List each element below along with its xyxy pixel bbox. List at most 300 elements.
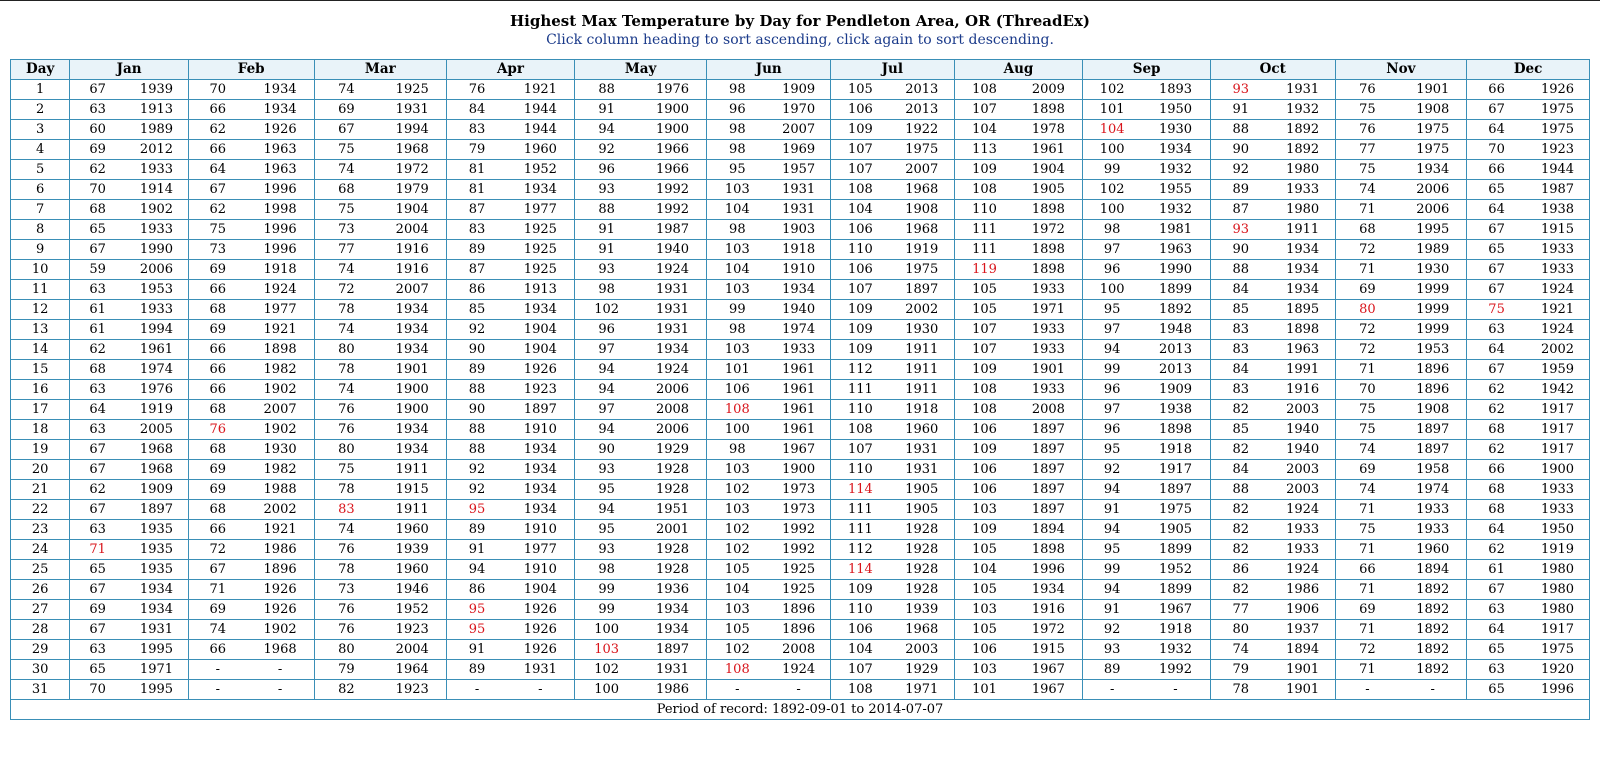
temperature-cell: 108 [831,180,890,200]
year-cell: 1953 [125,280,188,300]
year-cell: 1915 [1526,220,1590,240]
year-cell: 1977 [247,300,314,320]
temperature-cell: 86 [447,280,507,300]
year-cell: 1929 [890,660,954,680]
record-temperature-cell: 95 [447,620,507,640]
year-cell: 1924 [639,260,707,280]
temperature-cell: 74 [1335,480,1399,500]
temperature-cell: 67 [70,240,125,260]
year-cell: 1934 [507,300,574,320]
year-cell: 2006 [125,260,188,280]
year-cell: 1908 [890,200,954,220]
temperature-cell: 97 [574,340,638,360]
year-cell: 1980 [1271,160,1335,180]
day-cell: 18 [11,420,70,440]
temperature-cell: 98 [574,280,638,300]
temperature-cell: 62 [70,340,125,360]
day-cell: 23 [11,520,70,540]
temperature-cell: 67 [188,560,246,580]
temperature-cell: 98 [707,120,767,140]
column-header-feb[interactable]: Feb [188,60,314,80]
temperature-cell: 72 [1335,340,1399,360]
temperature-cell: 112 [831,540,890,560]
temperature-cell: 103 [954,500,1014,520]
table-row [11,420,1590,440]
year-cell: 1933 [1526,240,1590,260]
year-cell: 1982 [247,460,314,480]
temperature-cell: 69 [70,600,125,620]
year-cell: 1915 [1014,640,1082,660]
temperature-cell: 76 [314,540,378,560]
temperature-cell: 108 [954,380,1014,400]
year-cell: 1909 [767,80,830,100]
temperature-cell: 75 [1335,520,1399,540]
temperature-cell: - [1335,680,1399,700]
year-cell: 1933 [125,300,188,320]
record-temperature-cell: 83 [314,500,378,520]
year-cell: 1925 [507,220,574,240]
year-cell: 1994 [378,120,446,140]
year-cell: - [247,680,314,700]
day-cell: 29 [11,640,70,660]
year-cell: 1921 [247,520,314,540]
temperature-cell: 105 [954,540,1014,560]
year-cell: 1917 [1526,420,1590,440]
year-cell: 1893 [1141,80,1210,100]
temperature-cell: 107 [954,320,1014,340]
temperature-cell: 93 [574,460,638,480]
temperature-cell: 82 [314,680,378,700]
year-cell: 1992 [639,180,707,200]
year-cell: 1933 [1014,380,1082,400]
temperature-cell: 68 [188,440,246,460]
temperature-cell: 65 [70,660,125,680]
temperature-cell: - [447,680,507,700]
record-temperature-cell: 103 [574,640,638,660]
temperature-cell: 65 [70,560,125,580]
year-cell: 1952 [1141,560,1210,580]
year-cell: 1921 [1526,300,1590,320]
year-cell: 1905 [1141,520,1210,540]
year-cell: 1955 [1141,180,1210,200]
temperature-cell: 105 [954,300,1014,320]
column-header-jul[interactable]: Jul [831,60,955,80]
temperature-cell: 74 [314,260,378,280]
temperature-cell: 72 [314,280,378,300]
temperature-cell: 83 [1210,340,1270,360]
year-cell: 1900 [767,460,830,480]
column-header-oct[interactable]: Oct [1210,60,1335,80]
year-cell: 1934 [1014,580,1082,600]
year-cell: 2004 [378,220,446,240]
year-cell: 1898 [1014,200,1082,220]
year-cell: 1969 [767,140,830,160]
temperature-cell: 70 [1467,140,1526,160]
temperature-cell: 104 [707,260,767,280]
temperature-cell: 91 [1083,500,1141,520]
temperature-cell: 104 [954,560,1014,580]
year-cell: 1926 [507,620,574,640]
column-header-day[interactable]: Day [11,60,70,80]
year-cell: 1963 [1141,240,1210,260]
temperature-cell: 62 [188,200,246,220]
year-cell: 2006 [639,380,707,400]
temperature-cell: 87 [447,260,507,280]
table-row [11,120,1590,140]
year-cell: 1892 [1399,580,1466,600]
year-cell: 1934 [378,440,446,460]
year-cell: 1932 [1141,160,1210,180]
temperature-cell: 75 [314,140,378,160]
temperature-cell: 83 [1210,320,1270,340]
temperature-cell: 69 [188,320,246,340]
year-cell: 1924 [1271,560,1335,580]
year-cell: 1960 [378,520,446,540]
temperature-cell: 61 [70,320,125,340]
year-cell: 1975 [1399,120,1466,140]
year-cell: 1940 [639,240,707,260]
temperature-cell: 107 [831,440,890,460]
year-cell: 1932 [1141,200,1210,220]
record-temperature-cell: 108 [707,660,767,680]
year-cell: 1924 [1526,280,1590,300]
temperature-cell: 75 [1335,100,1399,120]
temperature-cell: 100 [1083,280,1141,300]
temperature-cell: 106 [831,260,890,280]
year-cell: 1933 [1526,260,1590,280]
temperature-cell: 96 [574,320,638,340]
temperature-cell: 96 [707,100,767,120]
year-cell: 1892 [1399,640,1466,660]
temperature-cell: 69 [188,460,246,480]
temperature-cell: 68 [1467,420,1526,440]
year-cell: 1980 [1526,600,1590,620]
year-cell: 1934 [639,600,707,620]
temperature-cell: 62 [188,120,246,140]
year-cell: 1897 [1014,480,1082,500]
year-cell: 1933 [125,220,188,240]
temperature-cell: 66 [188,640,246,660]
column-header-nov[interactable]: Nov [1335,60,1467,80]
year-cell: 1928 [639,560,707,580]
year-cell: 1933 [1271,180,1335,200]
temperature-cell: 80 [314,340,378,360]
year-cell: 1957 [767,160,830,180]
temperature-cell: 61 [1467,560,1526,580]
year-cell: 1930 [247,440,314,460]
year-cell: 1989 [125,120,188,140]
day-cell: 16 [11,380,70,400]
temperature-cell: 68 [314,180,378,200]
temperature-cell: 98 [707,220,767,240]
year-cell: 1967 [767,440,830,460]
year-cell: 1963 [1271,340,1335,360]
temperature-cell: 68 [188,400,246,420]
year-cell: 1934 [507,500,574,520]
year-cell: 1980 [1271,200,1335,220]
year-cell: 1926 [247,600,314,620]
temperature-cell: 74 [314,380,378,400]
sort-instructions: Click column heading to sort ascending, click again to sort descending. [546,32,1054,48]
temperature-cell: 99 [1083,360,1141,380]
record-temperature-cell: 76 [188,420,246,440]
year-cell: 1961 [767,360,830,380]
table-row [11,540,1590,560]
top-divider [0,0,1600,1]
temperature-cell: 110 [831,400,890,420]
table-body [11,80,1590,700]
year-cell: 1902 [247,420,314,440]
temperature-cell: 72 [1335,320,1399,340]
year-cell: 1897 [1014,460,1082,480]
temperature-cell: 69 [70,140,125,160]
temperature-cell: 90 [1210,240,1270,260]
year-cell: 1928 [639,480,707,500]
year-cell: 1928 [890,580,954,600]
temperature-cell: 66 [188,360,246,380]
year-cell: 2007 [890,160,954,180]
temperature-cell: 89 [1083,660,1141,680]
temperature-cell: 100 [1083,200,1141,220]
temperature-cell: 108 [954,80,1014,100]
year-cell: 1961 [767,400,830,420]
day-cell: 3 [11,120,70,140]
temperature-cell: 66 [1467,160,1526,180]
temperature-cell: 64 [1467,120,1526,140]
year-cell: 1901 [378,360,446,380]
column-header-aug[interactable]: Aug [954,60,1083,80]
temperature-cell: 93 [574,180,638,200]
year-cell: 1916 [1014,600,1082,620]
year-cell: 1933 [1399,500,1466,520]
year-cell: 1925 [378,80,446,100]
year-cell: 1944 [1526,160,1590,180]
temperature-cell: 101 [707,360,767,380]
temperature-cell: 104 [707,580,767,600]
year-cell: 1991 [1271,360,1335,380]
column-header-jun[interactable]: Jun [707,60,831,80]
temperature-cell: 64 [188,160,246,180]
record-temperature-cell: 108 [707,400,767,420]
year-cell: 1897 [125,500,188,520]
year-cell: 1968 [125,440,188,460]
temperature-cell: 94 [1083,520,1141,540]
year-cell: 2006 [639,420,707,440]
temperature-cell: 95 [574,480,638,500]
temperature-cell: 88 [1210,480,1270,500]
column-header-dec[interactable]: Dec [1467,60,1590,80]
year-cell: 1934 [378,420,446,440]
year-cell: 1972 [1014,620,1082,640]
temperature-cell: - [188,680,246,700]
temperature-cell: 89 [1210,180,1270,200]
year-cell: 1908 [1399,400,1466,420]
year-cell: 1934 [767,280,830,300]
year-cell: 2001 [639,520,707,540]
year-cell: 1904 [378,200,446,220]
year-cell: 1930 [1399,260,1466,280]
table-row [11,500,1590,520]
year-cell: 1939 [378,540,446,560]
year-cell: 1946 [378,580,446,600]
temperature-cell: 60 [70,120,125,140]
year-cell: 1977 [507,200,574,220]
record-temperature-cell: 80 [1335,300,1399,320]
year-cell: 1911 [890,340,954,360]
year-cell: - [767,680,830,700]
day-cell: 8 [11,220,70,240]
year-cell: 1892 [1399,600,1466,620]
year-cell: 1922 [890,120,954,140]
year-cell: 1973 [767,480,830,500]
temperature-cell: 102 [707,640,767,660]
year-cell: 1897 [507,400,574,420]
temperature-cell: 103 [707,600,767,620]
year-cell: 1925 [507,260,574,280]
year-cell: 1933 [767,340,830,360]
table-row [11,220,1590,240]
year-cell: 1952 [378,600,446,620]
year-cell: 1960 [507,140,574,160]
year-cell: 1900 [639,100,707,120]
temperature-cell: 71 [1335,500,1399,520]
temperature-cell: 105 [707,560,767,580]
temperature-cell: 92 [447,480,507,500]
temperature-cell: 89 [447,360,507,380]
temperature-cell: 98 [1083,220,1141,240]
temperature-cell: 74 [1335,440,1399,460]
year-cell: 2004 [378,640,446,660]
year-cell: 1934 [125,580,188,600]
temperature-cell: 99 [574,600,638,620]
year-cell: 1934 [507,180,574,200]
temperature-cell: 96 [1083,260,1141,280]
temperature-cell: 65 [1467,680,1526,700]
temperature-cell: 98 [707,440,767,460]
temperature-cell: 94 [574,500,638,520]
temperature-cell: 65 [70,220,125,240]
year-cell: 1933 [125,160,188,180]
table-row [11,340,1590,360]
year-cell: 1931 [639,660,707,680]
column-header-sep[interactable]: Sep [1083,60,1211,80]
temperature-cell: 91 [1083,600,1141,620]
temperature-cell: 91 [574,220,638,240]
temperature-cell: 70 [1335,380,1399,400]
temperature-cell: 73 [314,580,378,600]
temperature-cell: 108 [831,680,890,700]
year-cell: 1910 [507,420,574,440]
temperature-cell: 99 [1083,560,1141,580]
year-cell: 1940 [1271,440,1335,460]
year-cell: 1900 [378,380,446,400]
temperature-cell: - [188,660,246,680]
year-cell: 1989 [1399,240,1466,260]
record-temperature-cell: 95 [447,600,507,620]
temperature-cell: 97 [1083,320,1141,340]
temperature-cell: 79 [1210,660,1270,680]
temperature-cell: 105 [707,620,767,640]
temperature-cell: 102 [707,480,767,500]
year-cell: 1963 [247,160,314,180]
temperature-cell: 76 [314,420,378,440]
column-header-apr[interactable]: Apr [447,60,575,80]
year-cell: 1902 [247,620,314,640]
temperature-cell: 97 [1083,240,1141,260]
year-cell: 1971 [1014,300,1082,320]
year-cell: 1918 [1141,620,1210,640]
year-cell: 1901 [1271,660,1335,680]
year-cell: 1934 [1271,280,1335,300]
table-row [11,280,1590,300]
year-cell: 1923 [378,680,446,700]
temperature-cell: 69 [188,260,246,280]
temperature-cell: 98 [707,140,767,160]
year-cell: 1926 [507,360,574,380]
table-row [11,440,1590,460]
temperature-cell: 110 [831,240,890,260]
column-header-jan[interactable]: Jan [70,60,189,80]
year-cell: 1926 [247,580,314,600]
record-temperature-cell: 93 [1210,220,1270,240]
column-header-mar[interactable]: Mar [314,60,447,80]
year-cell: 2003 [1271,460,1335,480]
temperature-cell: 88 [447,440,507,460]
temperature-cell: 92 [1083,620,1141,640]
year-cell: 1971 [890,680,954,700]
day-cell: 20 [11,460,70,480]
year-cell: 2012 [125,140,188,160]
year-cell: 1931 [1271,80,1335,100]
year-cell: 2013 [1141,360,1210,380]
temperature-cell: 71 [188,580,246,600]
temperature-cell: 106 [954,460,1014,480]
temperature-cell: 94 [447,560,507,580]
day-cell: 30 [11,660,70,680]
year-cell: 1935 [125,520,188,540]
temperature-cell: 71 [1335,200,1399,220]
year-cell: 1911 [378,500,446,520]
year-cell: 1933 [1271,520,1335,540]
year-cell: 1924 [1271,500,1335,520]
temperature-cell: 69 [1335,600,1399,620]
temperature-cell: 86 [447,580,507,600]
temperature-cell: 104 [831,640,890,660]
day-cell: 27 [11,600,70,620]
temperature-cell: 110 [954,200,1014,220]
day-cell: 4 [11,140,70,160]
year-cell: 1892 [1399,620,1466,640]
year-cell: 1898 [1271,320,1335,340]
temperature-cell: 96 [1083,420,1141,440]
temperature-cell: 92 [1210,160,1270,180]
temperature-cell: 68 [188,500,246,520]
table-row [11,360,1590,380]
temperature-cell: 111 [954,220,1014,240]
temperature-cell: 82 [1210,520,1270,540]
year-cell: 1899 [1141,540,1210,560]
year-cell: 1981 [1141,220,1210,240]
column-header-may[interactable]: May [574,60,707,80]
temperature-cell: 64 [1467,520,1526,540]
year-cell: 1950 [1526,520,1590,540]
temperature-cell: 109 [954,160,1014,180]
year-cell: 1931 [639,300,707,320]
table-row [11,180,1590,200]
year-cell: 1928 [639,460,707,480]
year-cell: 1905 [890,500,954,520]
temperature-cell: 110 [831,600,890,620]
